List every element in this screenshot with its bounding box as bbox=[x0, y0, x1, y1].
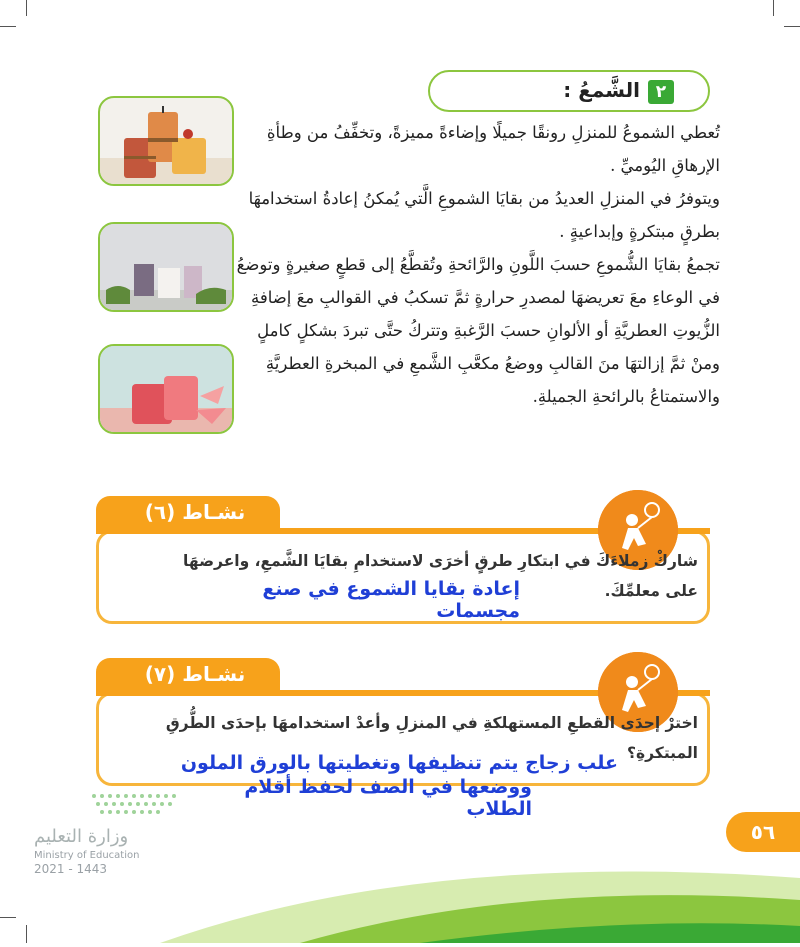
paragraph-line: ومنْ ثمَّ إزالتهَا منَ القالبِ ووضعُ مكعَّبِ الشَّمعِ في المبخرةِ العطريَّةِ bbox=[265, 354, 720, 373]
ministry-logo-dots bbox=[88, 790, 184, 820]
main-paragraph bbox=[236, 118, 720, 415]
paragraph-line: بطرقٍ مبتكرةٍ وإبداعيةٍ . bbox=[559, 222, 720, 241]
paragraph-line: الزُّيوتِ العطريَّةِ أو الألوانِ حسبَ الرَّغبةِ وتتركُ حتَّى تبردَ بشكلٍ كاملٍ bbox=[257, 321, 720, 340]
activity-7-answer-1: علب زجاج يتم تنظيفها وتغطيتها بالورق الملون bbox=[180, 752, 618, 774]
page-number: ٥٦ bbox=[726, 812, 800, 852]
ministry-name-arabic: وزارة التعليم bbox=[34, 826, 129, 847]
paragraph-line: ويتوفرُ في المنزلِ العديدُ من بقايَا الشموعِ الَّتي يُمكنُ إعادةُ استخدامهَا bbox=[248, 189, 720, 208]
section-title: الشَّمعُ : bbox=[563, 78, 640, 102]
activity-6-answer: إعادة بقايا الشموع في صنع مجسمات bbox=[262, 578, 520, 622]
activity-7-line1: اخترْ إحدَى القطعِ المستهلكةِ في المنزلِ وأعدْ استخدامهَا بإحدَى الطُّرقِ bbox=[165, 714, 698, 732]
candles-photo-3 bbox=[98, 344, 234, 434]
bottom-wave-decoration bbox=[0, 820, 800, 943]
paragraph-line: الإرهاقِ اليُوميِّ . bbox=[610, 156, 720, 175]
activity-7-title: نشـاط (٧) bbox=[144, 662, 246, 686]
paragraph-line: تُعطي الشموعُ للمنزلِ رونقًا جميلًا وإضاءةً مميزةً، وتخفِّفُ من وطأةِ bbox=[266, 123, 720, 142]
crop-mark bbox=[0, 26, 16, 27]
crop-mark bbox=[26, 0, 27, 16]
paragraph-line: والاستمتاعُ بالرائحةِ الجميلةِ. bbox=[532, 387, 720, 406]
section-number: ٢ bbox=[648, 80, 674, 104]
activity-6-line2: على معلمِّكَ. bbox=[604, 582, 698, 600]
paragraph-line: تجمعُ بقايَا الشُّموعِ حسبَ اللَّونِ والرَّائحةِ وتُقطَّعُ إلى قطعٍ صغيرةٍ وتوضعُ bbox=[236, 255, 720, 274]
activity-7-answer-2: ووضعها في الصف لحفظ أقلام الطلاب bbox=[244, 776, 532, 820]
activity-7-line2: المبتكرةِ؟ bbox=[627, 744, 698, 762]
candles-photo-1 bbox=[98, 96, 234, 186]
crop-mark bbox=[784, 26, 800, 27]
candles-photo-2 bbox=[98, 222, 234, 312]
ministry-name-english: Ministry of Education bbox=[34, 850, 140, 861]
activity-6-title: نشـاط (٦) bbox=[144, 500, 246, 524]
year-label: 2021 - 1443 bbox=[34, 862, 108, 876]
paragraph-line: في الوعاءِ معَ تعريضهَا لمصدرِ حرارةٍ ثمَّ تسكبُ في القوالبِ معَ إضافةِ bbox=[250, 288, 720, 307]
crop-mark bbox=[773, 0, 774, 16]
activity-6-line1: شاركْ زملاءَكَ في ابتكارِ طرقٍ أخرَى لاستخدامِ بقايَا الشَّمعِ، واعرضهَا bbox=[183, 552, 698, 570]
